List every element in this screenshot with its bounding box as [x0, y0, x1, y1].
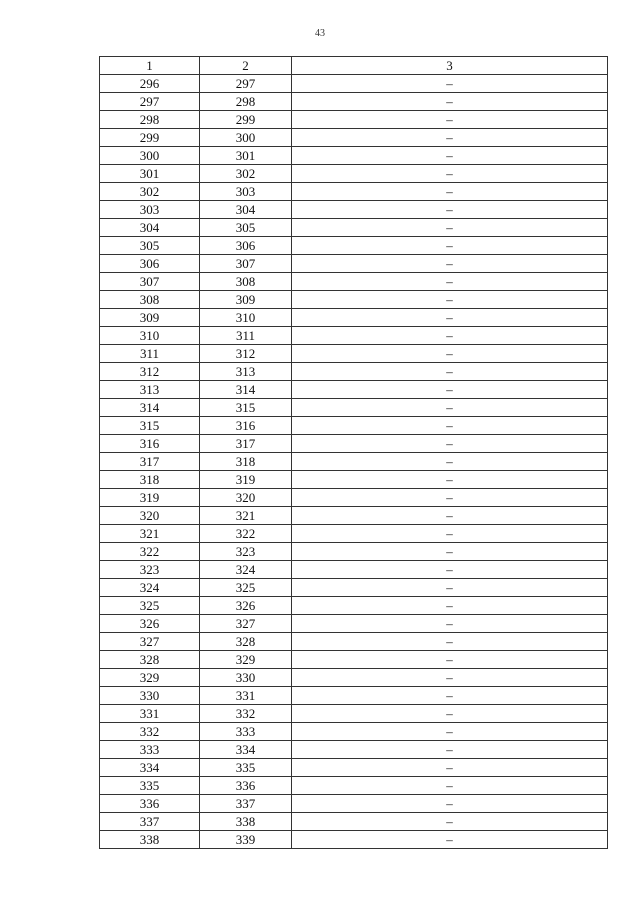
table-cell-col-1: 317 — [100, 453, 200, 471]
table-cell-col-2: 316 — [200, 417, 292, 435]
table-cell-col-3: – — [292, 237, 608, 255]
table-cell-col-1: 320 — [100, 507, 200, 525]
table-cell-col-2: 329 — [200, 651, 292, 669]
table-cell-col-3: – — [292, 345, 608, 363]
table-row — [100, 777, 608, 795]
table-cell-col-1: 336 — [100, 795, 200, 813]
table-cell-col-3: – — [292, 759, 608, 777]
table-cell-col-1: 325 — [100, 597, 200, 615]
table-row — [100, 165, 608, 183]
table-row — [100, 579, 608, 597]
table-row — [100, 291, 608, 309]
table-row — [100, 309, 608, 327]
table-cell-col-2: 308 — [200, 273, 292, 291]
table-cell-col-2: 333 — [200, 723, 292, 741]
table-cell-col-2: 302 — [200, 165, 292, 183]
table-cell-col-1: 302 — [100, 183, 200, 201]
table-row — [100, 399, 608, 417]
table-cell-col-2: 318 — [200, 453, 292, 471]
table-cell-col-2: 297 — [200, 75, 292, 93]
table-cell-col-2: 323 — [200, 543, 292, 561]
table-row — [100, 273, 608, 291]
table-cell-col-2: 331 — [200, 687, 292, 705]
table-row — [100, 633, 608, 651]
table-row — [100, 201, 608, 219]
table-row — [100, 795, 608, 813]
table-cell-col-3: – — [292, 381, 608, 399]
data-table — [99, 56, 608, 849]
table-cell-col-3: – — [292, 615, 608, 633]
table-row — [100, 651, 608, 669]
table-cell-col-1: 298 — [100, 111, 200, 129]
table-cell-col-2: 327 — [200, 615, 292, 633]
table-cell-col-3: – — [292, 75, 608, 93]
table-cell-col-1: 308 — [100, 291, 200, 309]
table-cell-col-1: 303 — [100, 201, 200, 219]
table-row — [100, 129, 608, 147]
table-cell-col-1: 309 — [100, 309, 200, 327]
table-header-row — [100, 57, 608, 75]
table-cell-col-2: 334 — [200, 741, 292, 759]
table-cell-col-3: – — [292, 831, 608, 849]
table-cell-col-2: 339 — [200, 831, 292, 849]
table-cell-col-1: 316 — [100, 435, 200, 453]
table-cell-col-2: 312 — [200, 345, 292, 363]
table-cell-col-2: 319 — [200, 471, 292, 489]
table-cell-col-2: 306 — [200, 237, 292, 255]
table-cell-col-3: – — [292, 129, 608, 147]
table-row — [100, 435, 608, 453]
table-cell-col-1: 334 — [100, 759, 200, 777]
table-cell-col-2: 304 — [200, 201, 292, 219]
table-cell-col-3: – — [292, 165, 608, 183]
table-cell-col-3: – — [292, 795, 608, 813]
table-cell-col-3: – — [292, 813, 608, 831]
table-cell-col-3: – — [292, 93, 608, 111]
table-row — [100, 597, 608, 615]
column-header-2: 2 — [200, 57, 292, 75]
table-cell-col-2: 313 — [200, 363, 292, 381]
table-cell-col-1: 332 — [100, 723, 200, 741]
table-cell-col-1: 307 — [100, 273, 200, 291]
table-cell-col-2: 299 — [200, 111, 292, 129]
table-row — [100, 525, 608, 543]
table-cell-col-1: 322 — [100, 543, 200, 561]
table-cell-col-3: – — [292, 219, 608, 237]
table-cell-col-1: 329 — [100, 669, 200, 687]
table-cell-col-3: – — [292, 147, 608, 165]
table-cell-col-3: – — [292, 741, 608, 759]
table-row — [100, 147, 608, 165]
table-cell-col-1: 310 — [100, 327, 200, 345]
table-cell-col-3: – — [292, 489, 608, 507]
table-row — [100, 759, 608, 777]
table-cell-col-2: 324 — [200, 561, 292, 579]
table-cell-col-2: 335 — [200, 759, 292, 777]
table-cell-col-1: 328 — [100, 651, 200, 669]
table-cell-col-2: 311 — [200, 327, 292, 345]
table-cell-col-1: 335 — [100, 777, 200, 795]
table-cell-col-3: – — [292, 111, 608, 129]
table-row — [100, 345, 608, 363]
table-cell-col-3: – — [292, 453, 608, 471]
table-cell-col-2: 300 — [200, 129, 292, 147]
column-header-1: 1 — [100, 57, 200, 75]
table-row — [100, 723, 608, 741]
table-cell-col-2: 309 — [200, 291, 292, 309]
table-cell-col-1: 306 — [100, 255, 200, 273]
table-cell-col-1: 301 — [100, 165, 200, 183]
table-cell-col-2: 307 — [200, 255, 292, 273]
table-row — [100, 615, 608, 633]
table-row — [100, 813, 608, 831]
table-cell-col-3: – — [292, 723, 608, 741]
table-cell-col-2: 301 — [200, 147, 292, 165]
table-row — [100, 669, 608, 687]
table-cell-col-2: 315 — [200, 399, 292, 417]
table-cell-col-3: – — [292, 399, 608, 417]
table-row — [100, 687, 608, 705]
table-cell-col-2: 330 — [200, 669, 292, 687]
table-cell-col-2: 317 — [200, 435, 292, 453]
table-row — [100, 363, 608, 381]
table-row — [100, 417, 608, 435]
table-cell-col-2: 326 — [200, 597, 292, 615]
table-cell-col-1: 314 — [100, 399, 200, 417]
table-cell-col-1: 326 — [100, 615, 200, 633]
table-cell-col-1: 327 — [100, 633, 200, 651]
table-row — [100, 561, 608, 579]
page-number: 43 — [315, 28, 325, 39]
table-cell-col-3: – — [292, 579, 608, 597]
table-row — [100, 507, 608, 525]
table-cell-col-2: 338 — [200, 813, 292, 831]
table-cell-col-1: 304 — [100, 219, 200, 237]
table-cell-col-3: – — [292, 471, 608, 489]
table-cell-col-1: 305 — [100, 237, 200, 255]
table-body — [100, 75, 608, 849]
table-cell-col-2: 298 — [200, 93, 292, 111]
table-cell-col-2: 321 — [200, 507, 292, 525]
table-cell-col-2: 336 — [200, 777, 292, 795]
table-cell-col-2: 314 — [200, 381, 292, 399]
table-cell-col-1: 300 — [100, 147, 200, 165]
table-cell-col-2: 303 — [200, 183, 292, 201]
table-cell-col-1: 330 — [100, 687, 200, 705]
table-cell-col-3: – — [292, 651, 608, 669]
table-row — [100, 75, 608, 93]
table-row — [100, 183, 608, 201]
table-cell-col-3: – — [292, 669, 608, 687]
table-cell-col-3: – — [292, 201, 608, 219]
table-cell-col-1: 319 — [100, 489, 200, 507]
table-cell-col-2: 332 — [200, 705, 292, 723]
table-cell-col-2: 320 — [200, 489, 292, 507]
table-row — [100, 327, 608, 345]
table-cell-col-3: – — [292, 417, 608, 435]
table-cell-col-1: 297 — [100, 93, 200, 111]
table-row — [100, 381, 608, 399]
table-cell-col-3: – — [292, 561, 608, 579]
table-cell-col-3: – — [292, 273, 608, 291]
table-cell-col-2: 325 — [200, 579, 292, 597]
table-cell-col-3: – — [292, 291, 608, 309]
table-cell-col-1: 318 — [100, 471, 200, 489]
table-cell-col-3: – — [292, 327, 608, 345]
table-cell-col-1: 312 — [100, 363, 200, 381]
table-row — [100, 831, 608, 849]
table-header — [100, 57, 608, 75]
table-cell-col-1: 331 — [100, 705, 200, 723]
table-cell-col-3: – — [292, 525, 608, 543]
table-cell-col-3: – — [292, 705, 608, 723]
table-row — [100, 741, 608, 759]
table-cell-col-3: – — [292, 777, 608, 795]
table-row — [100, 111, 608, 129]
table-cell-col-1: 338 — [100, 831, 200, 849]
table-cell-col-2: 305 — [200, 219, 292, 237]
table-cell-col-3: – — [292, 309, 608, 327]
table-cell-col-3: – — [292, 543, 608, 561]
table-cell-col-1: 296 — [100, 75, 200, 93]
table-row — [100, 543, 608, 561]
table-row — [100, 453, 608, 471]
table-cell-col-3: – — [292, 363, 608, 381]
table-cell-col-1: 337 — [100, 813, 200, 831]
column-header-3: 3 — [292, 57, 608, 75]
table-row — [100, 489, 608, 507]
table-cell-col-1: 315 — [100, 417, 200, 435]
table-cell-col-1: 321 — [100, 525, 200, 543]
table-cell-col-1: 299 — [100, 129, 200, 147]
table-cell-col-3: – — [292, 687, 608, 705]
table-cell-col-1: 313 — [100, 381, 200, 399]
table-cell-col-1: 324 — [100, 579, 200, 597]
table-cell-col-2: 310 — [200, 309, 292, 327]
table-cell-col-2: 337 — [200, 795, 292, 813]
table-cell-col-1: 333 — [100, 741, 200, 759]
table-cell-col-3: – — [292, 633, 608, 651]
table-row — [100, 705, 608, 723]
table-cell-col-2: 328 — [200, 633, 292, 651]
table-row — [100, 255, 608, 273]
table-row — [100, 219, 608, 237]
table-cell-col-3: – — [292, 255, 608, 273]
table-cell-col-1: 323 — [100, 561, 200, 579]
table-row — [100, 237, 608, 255]
table-cell-col-3: – — [292, 597, 608, 615]
table-row — [100, 471, 608, 489]
table-cell-col-3: – — [292, 507, 608, 525]
table-cell-col-2: 322 — [200, 525, 292, 543]
table-cell-col-3: – — [292, 183, 608, 201]
table-cell-col-3: – — [292, 435, 608, 453]
table-row — [100, 93, 608, 111]
table-cell-col-1: 311 — [100, 345, 200, 363]
